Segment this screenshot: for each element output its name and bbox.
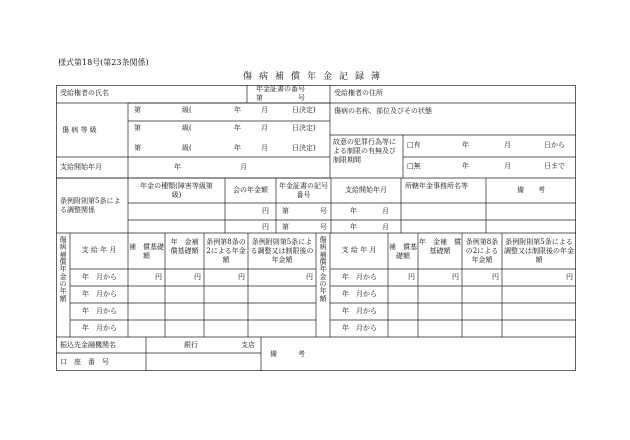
yen-unit: 円 <box>155 273 162 281</box>
pension-row-right-3: 年 月から <box>342 307 377 315</box>
year-unit: 年 <box>350 223 357 231</box>
grade-month: 月 <box>261 144 268 152</box>
grade-prefix: 第 <box>134 106 141 114</box>
annual-base-header-right: 年 金補 償基礎額 <box>419 238 461 256</box>
period-header-left: 支 給 年 月 <box>81 246 117 254</box>
article5-adjustment-label: 条例附則第5条による調整関係 <box>60 197 121 215</box>
grade-month: 月 <box>261 106 268 114</box>
grade-level: 級( <box>182 106 192 114</box>
recipient-address-label: 受給権者の住所 <box>334 89 383 97</box>
form-number: 様式第18号(第23条関係) <box>58 58 149 67</box>
restriction-yes-checkbox[interactable]: □有 <box>407 141 421 149</box>
pension-side-label-left: 傷病補償年金の年額 <box>59 236 67 303</box>
month-unit: 月 <box>382 207 389 215</box>
grade-year: 年 <box>234 144 241 152</box>
restriction-end-month: 月 <box>504 162 511 170</box>
article5-result-header-right: 条例附則第5条による調整又は制限後の年金額 <box>504 238 574 265</box>
period-header-right: 支 給 年 月 <box>341 246 377 254</box>
payment-start-label: 支給開始年月 <box>60 163 102 171</box>
yen-unit: 円 <box>492 273 499 281</box>
pension-type-header: 年金の種類(障害等級第 級) <box>140 182 227 200</box>
bank-suffix: 銀行 <box>184 341 198 349</box>
from-month-label: 年 月から <box>342 273 377 281</box>
recipient-name-label: 受給権者の氏名 <box>60 89 109 97</box>
annual-base-header-left: 年 金補 償基礎額 <box>170 238 206 256</box>
pension-row-right-2: 年 月から <box>342 290 377 298</box>
restriction-no-checkbox[interactable]: □無 <box>407 162 421 170</box>
month-unit: 月 <box>382 223 389 231</box>
grade-decided: 日決定) <box>292 144 316 152</box>
from-month-label: 年 月から <box>82 273 117 281</box>
restriction-start-day: 日から <box>544 141 565 149</box>
yen-unit: 円 <box>306 273 313 281</box>
yen-unit: 円 <box>194 273 201 281</box>
article5-result-header-left: 条例附則第5条による調整又は制限後の年金額 <box>250 238 314 265</box>
certificate-code-header: 年金証書の記号番号 <box>279 182 328 200</box>
start-month-header: 支給開始年月 <box>345 186 387 194</box>
pension-office-header: 所轄年金事務所名等 <box>405 182 468 190</box>
grade-decided: 日決定) <box>292 106 316 114</box>
certificate-number-label: 年金証書の番号 <box>256 85 305 93</box>
grade-year: 年 <box>234 106 241 114</box>
payment-start-month: 月 <box>240 163 247 171</box>
yen-unit: 円 <box>408 273 415 281</box>
branch-suffix: 支店 <box>241 341 255 349</box>
go-label: 号 <box>320 223 327 231</box>
restriction-start-month: 月 <box>504 141 511 149</box>
yen-unit: 円 <box>262 207 269 215</box>
bank-name-label: 振込先金融機関名 <box>60 341 116 349</box>
grade-prefix: 第 <box>134 124 141 132</box>
injury-grade-label: 傷 病 等 級 <box>62 126 97 134</box>
injury-status-label: 傷病の名称、部位及びその状態 <box>334 107 432 115</box>
go-label: 号 <box>320 207 327 215</box>
payment-start-year: 年 <box>174 163 181 171</box>
grade-year: 年 <box>234 124 241 132</box>
yen-unit: 円 <box>566 273 573 281</box>
article8-header-right: 条例第8条の2による年金額 <box>465 238 499 265</box>
record-form-frame <box>56 85 576 371</box>
bank-remarks-label: 備 考 <box>270 350 305 358</box>
restriction-start-year: 年 <box>462 141 469 149</box>
base-amount-header-left: 補 償基礎額 <box>129 243 164 261</box>
pension-amount-header: 会の年金額 <box>233 186 268 194</box>
pension-row-right-4: 年 月から <box>342 324 377 332</box>
base-amount-header-right: 補 償基礎額 <box>389 243 417 261</box>
grade-decided: 日決定) <box>292 124 316 132</box>
dai-label: 第 <box>282 207 289 215</box>
yen-unit: 円 <box>452 273 459 281</box>
yen-unit: 円 <box>262 223 269 231</box>
grade-level: 級( <box>182 144 192 152</box>
pension-side-label-right: 傷病補償年金の年額 <box>319 236 327 303</box>
pension-row-left-2: 年 月から <box>82 290 117 298</box>
yen-unit: 円 <box>238 273 245 281</box>
grade-level: 級( <box>182 124 192 132</box>
restriction-end-day: 日まで <box>544 162 565 170</box>
restriction-end-year: 年 <box>462 162 469 170</box>
grade-month: 月 <box>261 124 268 132</box>
form-title: 傷病補償年金記録簿 <box>242 72 387 82</box>
article8-header-left: 条例第8条の2による年金額 <box>206 238 246 265</box>
account-number-label: 口 座 番 号 <box>60 358 109 366</box>
certificate-number-value: 第 号 <box>256 94 305 102</box>
pension-row-left-3: 年 月から <box>82 307 117 315</box>
intentional-act-label: 故意の犯罪行為等による制限の有無及び制限期間 <box>333 138 396 165</box>
article5-remarks-header: 備 考 <box>517 186 545 194</box>
year-unit: 年 <box>350 207 357 215</box>
pension-row-left-4: 年 月から <box>82 324 117 332</box>
dai-label: 第 <box>282 223 289 231</box>
grade-prefix: 第 <box>134 144 141 152</box>
